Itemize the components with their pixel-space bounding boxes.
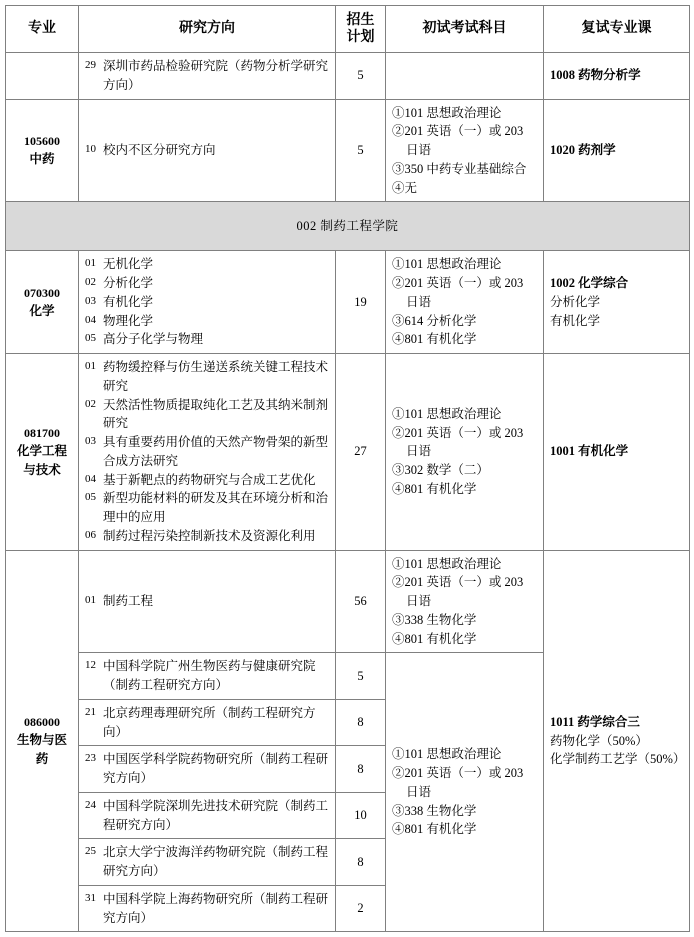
exam-subject-line: ④801 有机化学 [392,332,477,347]
exam-subject-line: ②201 英语（一）或 203 日语 [392,766,524,799]
direction-line: 25 北京大学宁波海洋药物研究院（制药工程研究方向） [85,845,329,878]
direction-number: 29 [85,59,96,71]
exam-subject-line: ①101 思想政治理论 [392,747,502,762]
retest-course-title: 1011 药学综合三 [550,714,640,729]
direction-number: 01 [85,594,96,606]
exam-subjects-cell [386,653,544,932]
direction-number: 01 [85,257,96,270]
major-code: 086000 [24,715,60,730]
research-direction-cell [79,251,336,354]
exam-subject-line: ②201 英语（一）或 203 日语 [392,575,524,608]
direction-line: 02 天然活性物质提取纯化工艺及其纳米制剂研究 [85,397,329,431]
direction-number: 06 [85,528,96,541]
research-direction-cell [79,699,336,746]
direction-number: 03 [85,294,96,307]
major-code: 081700 [24,426,60,440]
retest-course-title: 1002 化学综合 [550,276,629,290]
exam-subjects-cell [386,53,544,100]
research-direction-cell [79,885,336,932]
retest-course-cell [544,354,690,551]
research-direction-cell [79,746,336,793]
major-code: 070300 [24,285,60,300]
exam-subject-line: ④801 有机化学 [392,481,477,496]
direction-line: 01 药物缓控释与仿生递送系统关键工程技术研究 [85,360,329,393]
research-direction-cell [79,792,336,839]
direction-number: 21 [85,705,96,718]
enrollment-plan-cell: 8 [336,746,386,793]
direction-line: 24 中国科学院深圳先进技术研究院（制药工程研究方向） [85,798,329,832]
major-name: 生物与医药 [16,733,67,766]
direction-number: 04 [85,472,96,485]
major-code: 105600 [24,134,60,148]
retest-course-cell [544,550,690,932]
header-retest: 复试专业课 [544,6,690,53]
exam-subject-line: ④无 [392,180,418,195]
section-banner: 002 制药工程学院 [6,202,690,251]
exam-subject-line: ②201 英语（一）或 203 日语 [392,276,524,309]
direction-line: 01 制药工程 [85,594,154,608]
exam-subjects-cell [386,251,544,354]
exam-subject-line: ③338 生物化学 [392,803,477,818]
exam-subject-line: ①101 思想政治理论 [392,556,502,571]
direction-number: 10 [85,143,96,155]
direction-line: 23 中国医学科学院药物研究所（制药工程研究方向） [85,752,329,785]
direction-line: 31 中国科学院上海药物研究所（制药工程研究方向） [85,891,329,925]
direction-line: 10 校内不区分研究方向 [85,143,216,157]
enrollment-plan-cell: 8 [336,839,386,886]
research-direction-cell [79,839,336,886]
direction-line: 05 新型功能材料的研发及其在环境分析和治理中的应用 [85,491,329,524]
direction-number: 01 [85,360,96,372]
admissions-table [5,5,690,932]
major-name: 化学 [29,303,55,318]
direction-number: 23 [85,752,96,765]
table-row [6,53,690,100]
direction-line: 21 北京药理毒理研究所（制药工程研究方向） [85,705,316,739]
retest-course-cell [544,251,690,354]
major-name: 中药 [29,152,55,166]
direction-number: 24 [85,798,96,811]
table-row [6,354,690,551]
exam-subjects-cell [386,354,544,551]
direction-number: 31 [85,891,96,904]
table-row [6,251,690,354]
retest-course-title: 1001 有机化学 [550,444,629,459]
retest-course-cell [544,99,690,202]
direction-line: 04 物理化学 [85,313,154,328]
table-header-row [6,6,690,53]
enrollment-plan-cell: 5 [336,653,386,700]
header-exam: 初试考试科目 [386,6,544,53]
enrollment-plan-cell: 8 [336,699,386,746]
retest-course-sub: 有机化学 [550,313,601,328]
header-direction: 研究方向 [79,6,336,53]
exam-subject-line: ③614 分析化学 [392,313,477,328]
retest-course-sub: 分析化学 [550,294,601,309]
direction-line: 02 分析化学 [85,276,154,290]
major-cell [6,354,79,551]
exam-subject-line: ①101 思想政治理论 [392,406,502,421]
research-direction-cell [79,53,336,100]
enrollment-plan-cell: 19 [336,251,386,354]
exam-subject-line: ③302 数学（二） [392,463,489,478]
major-cell [6,99,79,202]
retest-course-sub: 药物化学（50%） [550,733,648,748]
exam-subject-line: ④801 有机化学 [392,822,477,837]
exam-subject-line: ④801 有机化学 [392,631,477,646]
direction-line: 01 无机化学 [85,257,154,272]
exam-subjects-cell [386,99,544,202]
direction-number: 25 [85,845,96,858]
exam-subject-line: ①101 思想政治理论 [392,257,502,272]
exam-subject-line: ②201 英语（一）或 203 日语 [392,124,524,157]
direction-line: 04 基于新靶点的药物研究与合成工艺优化 [85,472,316,487]
exam-subject-line: ①101 思想政治理论 [392,105,502,120]
direction-number: 04 [85,313,96,326]
direction-line: 29 深圳市药品检验研究院（药物分析学研究方向） [85,59,329,92]
exam-subject-line: ③338 生物化学 [392,612,477,627]
research-direction-cell [79,99,336,202]
direction-line: 12 中国科学院广州生物医药与健康研究院（制药工程研究方向） [85,659,316,692]
retest-course-cell [544,53,690,100]
direction-line: 06 制药过程污染控制新技术及资源化利用 [85,528,316,543]
research-direction-cell [79,550,336,653]
major-cell [6,251,79,354]
major-cell [6,53,79,100]
exam-subjects-cell [386,550,544,653]
header-plan: 招生 计划 [336,6,386,53]
exam-subject-line: ③350 中药专业基础综合 [392,161,527,176]
enrollment-plan-cell: 5 [336,99,386,202]
direction-line: 03 具有重要药用价值的天然产物骨架的新型合成方法研究 [85,435,329,468]
direction-number: 02 [85,397,96,410]
enrollment-plan-cell: 5 [336,53,386,100]
direction-line: 03 有机化学 [85,294,154,309]
retest-course-title: 1008 药物分析学 [550,68,641,83]
direction-number: 02 [85,276,96,288]
direction-number: 12 [85,659,96,672]
enrollment-plan-cell: 56 [336,550,386,653]
major-name: 化学工程与技术 [16,444,67,477]
enrollment-plan-cell: 10 [336,792,386,839]
enrollment-plan-cell: 27 [336,354,386,551]
enrollment-plan-cell: 2 [336,885,386,932]
direction-number: 05 [85,332,96,345]
retest-course-sub: 化学制药工艺学（50%） [550,752,686,767]
direction-line: 05 高分子化学与物理 [85,332,204,347]
research-direction-cell [79,653,336,700]
direction-number: 03 [85,435,96,447]
header-major: 专业 [6,6,79,53]
table-row [6,99,690,202]
retest-course-title: 1020 药剂学 [550,143,616,157]
major-cell [6,550,79,932]
table-row [6,550,690,653]
exam-subject-line: ②201 英语（一）或 203 日语 [392,425,524,459]
direction-number: 05 [85,491,96,504]
section-banner-row [6,202,690,251]
research-direction-cell [79,354,336,551]
